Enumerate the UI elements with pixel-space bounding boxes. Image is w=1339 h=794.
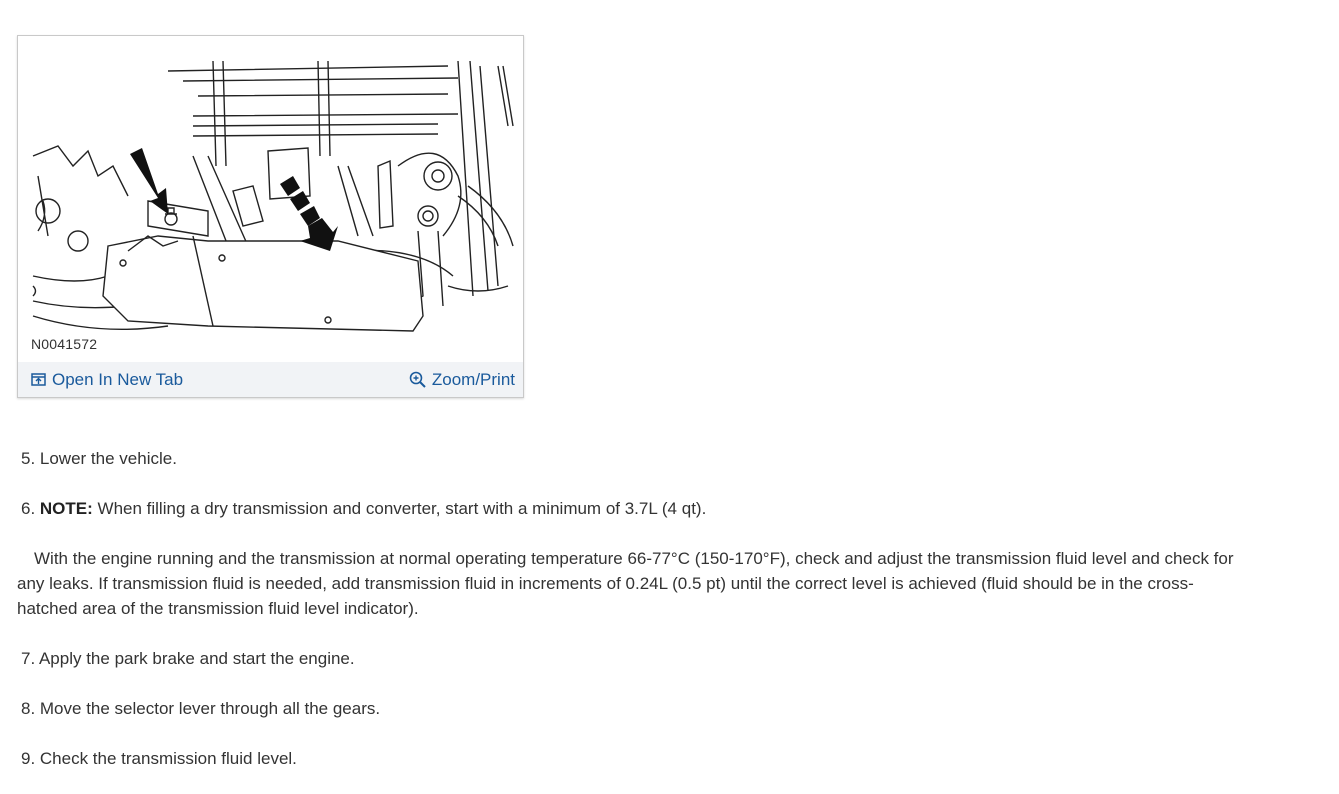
step-8: 8. Move the selector lever through all the gears. <box>21 699 381 718</box>
step-5: 5. Lower the vehicle. <box>21 449 177 468</box>
zoom-print-link[interactable] <box>409 370 515 390</box>
figure-card <box>17 35 524 398</box>
step-6-paragraph: With the engine running and the transmission at normal operating temperature 66-77°C (150-170°F), check and adjust the transmission fluid level and check for any leaks. If transmission fluid is needed, add transmission fluid in increments of 0.24L (0.5 pt) until the correct level is achieved (fluid should be in the cross-hatched area of the transmission fluid level indicator). <box>17 549 1234 618</box>
open-in-new-tab-label: Open In New Tab <box>52 369 184 389</box>
note-label: NOTE: <box>39 499 93 518</box>
step-9: 9. Check the transmission fluid level. <box>21 749 297 768</box>
note-text: When filling a dry transmission and converter, start with a minimum of 3.7L (4 qt). <box>92 499 707 518</box>
figure-caption: N0041572 <box>31 336 98 352</box>
open-in-new-tab-icon <box>31 373 46 386</box>
step-6-number: 6. <box>21 499 40 518</box>
step-6 <box>17 496 706 521</box>
open-in-new-tab-link[interactable] <box>31 370 183 390</box>
zoom-in-icon <box>409 371 426 388</box>
step-7: 7. Apply the park brake and start the engine. <box>21 649 355 668</box>
transmission-pan-illustration <box>18 36 523 361</box>
zoom-print-label: Zoom/Print <box>431 369 515 389</box>
figure-toolbar <box>18 362 523 397</box>
